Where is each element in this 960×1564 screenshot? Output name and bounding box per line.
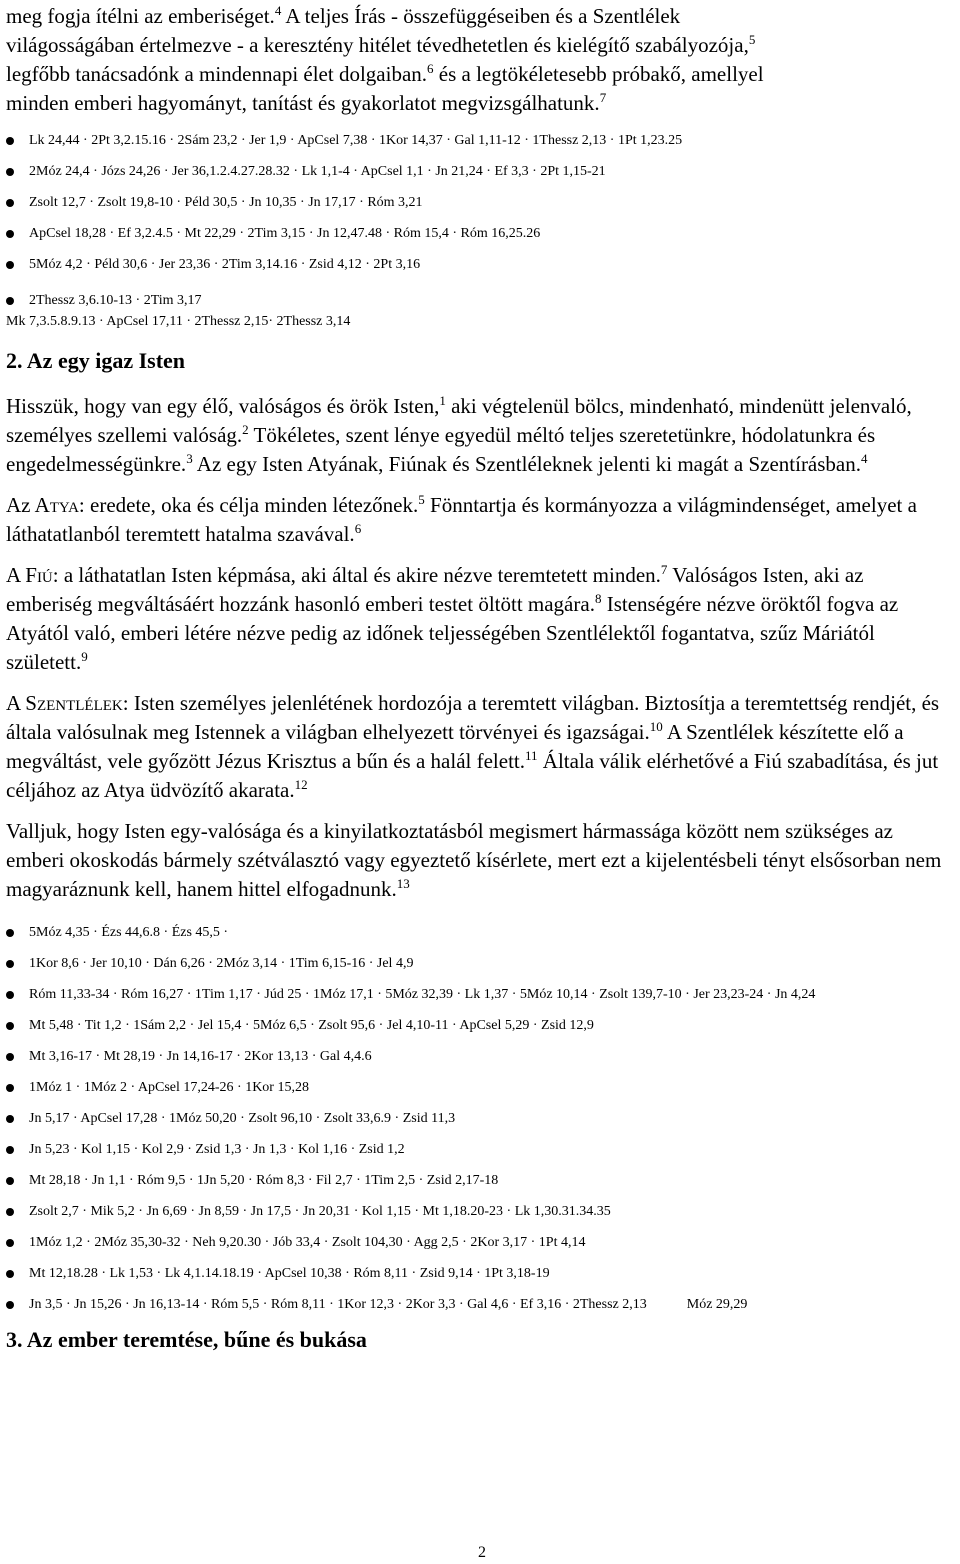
footnote-marker: 7 (599, 90, 607, 105)
footnote-marker: 3 (186, 451, 193, 466)
list-item: Jn 3,5 · Jn 15,26 · Jn 16,13-14 · Róm 5,5 · Róm 8,11 · 1Kor 12,3 · 2Kor 3,3 · Gal 4,6 · Ef 3,16 · 2Thessz 2,13 Móz 29,29 (6, 1292, 951, 1323)
list-item: Zsolt 12,7 · Zsolt 19,8-10 · Péld 30,5 · Jn 10,35 · Jn 17,17 · Róm 3,21 (6, 190, 951, 221)
list-item: Zsolt 2,7 · Mik 5,2 · Jn 6,69 · Jn 8,59 · Jn 17,5 · Jn 20,31 · Kol 1,15 · Mt 1,18.20-23 · Lk 1,30.31.34.35 (6, 1199, 951, 1230)
intro-text: világosságában értelmezve - a keresztény hitélet tévedhetetlen és kielégítő szabályozója, (6, 33, 749, 57)
intro-text: és a legtökéletesebb próbakő, amellyel (433, 62, 764, 86)
bullet-icon (6, 1177, 14, 1185)
bullet-icon (6, 199, 14, 207)
intro-text: minden emberi hagyományt, tanítást és gyakorlatot megvizsgálhatunk. (6, 91, 600, 115)
list-item: Mt 12,18.28 · Lk 1,53 · Lk 4,1.14.18.19 · ApCsel 10,38 · Róm 8,11 · Zsid 9,14 · 1Pt 3,18-19 (6, 1261, 951, 1292)
bullet-icon (6, 1084, 14, 1092)
list-item: ApCsel 18,28 · Ef 3,2.4.5 · Mt 22,29 · 2Tim 3,15 · Jn 12,47.48 · Róm 15,4 · Róm 16,25.26 (6, 221, 951, 252)
list-item: 2Thessz 3,6.10-13 · 2Tim 3,17 (6, 290, 951, 312)
bullet-icon (6, 991, 14, 999)
footnote-marker: 1 (439, 393, 446, 408)
intro-text: legfőbb tanácsadónk a mindennapi élet dolgaiban. (6, 62, 428, 86)
bullet-icon (6, 1115, 14, 1123)
footnote-marker: 4 (274, 3, 282, 18)
list-item: Mt 5,48 · Tit 1,2 · 1Sám 2,2 · Jel 15,4 · 5Móz 6,5 · Zsolt 95,6 · Jel 4,10-11 · ApCsel 5,29 · Zsid 12,9 (6, 1013, 951, 1044)
list-item: Mt 3,16-17 · Mt 28,19 · Jn 14,16-17 · 2Kor 13,13 · Gal 4,4.6 (6, 1044, 951, 1075)
bullet-icon (6, 230, 14, 238)
page-number: 2 (478, 1544, 486, 1561)
intro-text: A teljes Írás - összefüggéseiben és a Szentlélek (281, 4, 681, 28)
bullet-icon (6, 261, 14, 269)
reference-list-2 (6, 920, 951, 1323)
document-page (6, 0, 951, 1355)
bullet-icon (6, 1208, 14, 1216)
list-item: 1Móz 1,2 · 2Móz 35,30-32 · Neh 9,20.30 · Jób 33,4 · Zsolt 104,30 · Agg 2,5 · 2Kor 3,17 · 1Pt 4,14 (6, 1230, 951, 1261)
paragraph: Az Atya: eredete, oka és célja minden létezőnek.$^5$ Fönntartja és kormányozza a világmindenséget, amelyet a láthatatlanból teremtett hatalma szavával.$^6$ (6, 492, 917, 546)
bullet-icon (6, 960, 14, 968)
paragraph: Valljuk, hogy Isten egy-valósága és a kinyilatkoztatásból megismert hármassága között nem szükséges az emberi okoskodás bármely szétválasztó vagy egyeztető kísérlete, mert ezt a kijelentésbeli tényt elsősorban nem magyaráznunk kell, hanem hittel elfogadnunk.$^{13}$ (6, 819, 942, 901)
reference-list-1 (6, 128, 951, 312)
footnote-marker: 7 (660, 562, 668, 577)
bullet-icon (6, 1270, 14, 1278)
footnote-marker: 10 (649, 719, 663, 734)
paragraph: A Fiú: a láthatatlan Isten képmása, aki által és akire nézve teremtetett minden.$^7$ Valóságos Isten, aki az emberiség megváltásáért hozzánk hasonló emberi testet öltött magára.$^8$ Istenségére nézve öröktől fogva az Atyától való, emberi létére nézve pedig az időnek teljességében Szentlélektől fogantatva, szűz Máriától született.$^9$ (6, 562, 899, 674)
footnote-marker: 2 (242, 422, 249, 437)
footnote-marker: 6 (427, 61, 434, 76)
list-item: 5Móz 4,35 · Ézs 44,6.8 · Ézs 45,5 · (6, 920, 951, 951)
intro-paragraph (6, 2, 951, 118)
bullet-icon (6, 168, 14, 176)
bullet-icon (6, 1301, 14, 1309)
footnote-marker: 13 (396, 876, 410, 891)
section-heading: 3. Az ember teremtése, bűne és bukása (6, 1327, 367, 1352)
footnote-marker: 5 (418, 492, 425, 507)
list-item: Jn 5,23 · Kol 1,15 · Kol 2,9 · Zsid 1,3 · Jn 1,3 · Kol 1,16 · Zsid 1,2 (6, 1137, 951, 1168)
footnote-marker: 6 (354, 521, 362, 536)
section-heading: 2. Az egy igaz Isten (6, 348, 186, 373)
footnote-marker: 4 (861, 451, 868, 466)
list-item: Jn 5,17 · ApCsel 17,28 · 1Móz 50,20 · Zsolt 96,10 · Zsolt 33,6.9 · Zsid 11,3 (6, 1106, 951, 1137)
list-item: Róm 11,33-34 · Róm 16,27 · 1Tim 1,17 · Júd 25 · 1Móz 17,1 · 5Móz 32,39 · Lk 1,37 · 5Móz 10,14 · Zsolt 139,7-10 · Jer 23,23-24 · Jn 4,24 (6, 982, 951, 1013)
footnote-marker: 5 (748, 32, 756, 47)
intro-text: meg fogja ítélni az emberiséget. (6, 4, 275, 28)
bullet-icon (6, 297, 14, 305)
paragraph: Hisszük, hogy van egy élő, valóságos és örök Isten,$^1$ aki végtelenül bölcs, mindenható, mindenütt jelenvaló, személyes szellemi valóság.$^2$ Tökéletes, szent lénye egyedül méltó teljes szeretetünkre, hódolatunkra és engedelmességünkre.$^3$ Az egy Isten Atyának, Fiúnak és Szentléleknek jelenti ki magát a Szentírásban.$^4$ (6, 393, 912, 476)
footnote-marker: 9 (81, 649, 88, 664)
list-item: Lk 24,44 · 2Pt 3,2.15.16 · 2Sám 23,2 · Jer 1,9 · ApCsel 7,38 · 1Kor 14,37 · Gal 1,11-12 · 1Thessz 2,13 · 1Pt 1,23.25 (6, 128, 951, 159)
list-item: 2Móz 24,4 · Józs 24,26 · Jer 36,1.2.4.27.28.32 · Lk 1,1-4 · ApCsel 1,1 · Jn 21,24 · Ef 3,3 · 2Pt 1,15-21 (6, 159, 951, 190)
list-item: 1Móz 1 · 1Móz 2 · ApCsel 17,24-26 · 1Kor 15,28 (6, 1075, 951, 1106)
footnote-marker: 11 (525, 748, 538, 763)
bullet-icon (6, 929, 14, 937)
reference-line: Mk 7,3.5.8.9.13 · ApCsel 17,11 · 2Thessz 2,15· 2Thessz 3,14 (6, 314, 351, 329)
paragraph: A Szentlélek: Isten személyes jelenlétének hordozója a teremtett világban. Biztosítja a teremtettség rendjét, és általa valósulnak meg Istennek a világban elhelyezett törvényei és igazságai.$^{10}$ A Szentlélek készítette elő a megváltást, vele győzött Jézus Krisztus a bűn és a halál felett.$^{11}$ Általa válik elérhetővé a Fiú szabadítása, és jut céljához az Atya üdvözítő akarata.$^{12}$ (6, 691, 940, 802)
bullet-icon (6, 1022, 14, 1030)
footnote-marker: 12 (294, 777, 308, 792)
footnote-marker: 8 (594, 591, 602, 606)
bullet-icon (6, 1053, 14, 1061)
list-item: Mt 28,18 · Jn 1,1 · Róm 9,5 · 1Jn 5,20 · Róm 8,3 · Fil 2,7 · 1Tim 2,5 · Zsid 2,17-18 (6, 1168, 951, 1199)
list-item: 5Móz 4,2 · Péld 30,6 · Jer 23,36 · 2Tim 3,14.16 · Zsid 4,12 · 2Pt 3,16 (6, 252, 951, 290)
list-item: 1Kor 8,6 · Jer 10,10 · Dán 6,26 · 2Móz 3,14 · 1Tim 6,15-16 · Jel 4,9 (6, 951, 951, 982)
bullet-icon (6, 1146, 14, 1154)
bullet-icon (6, 137, 14, 145)
bullet-icon (6, 1239, 14, 1247)
